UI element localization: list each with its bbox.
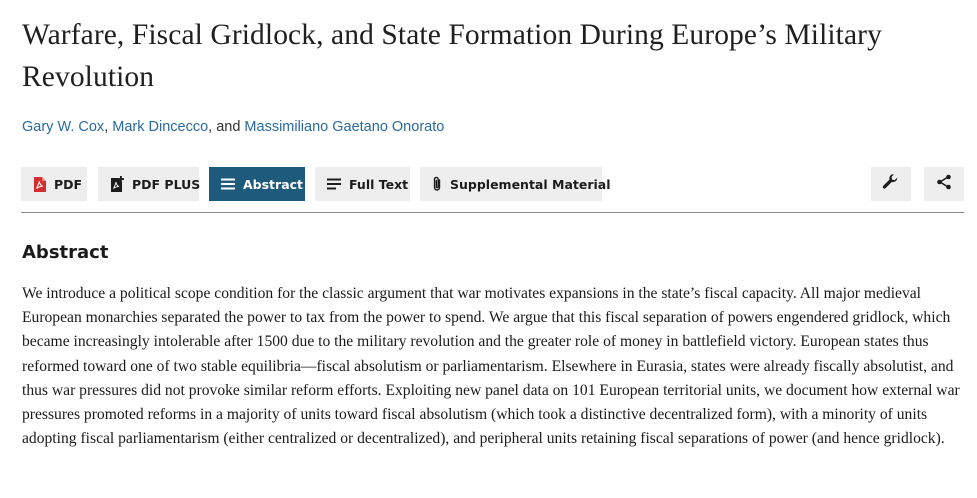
pdf-label: PDF <box>54 176 83 192</box>
list-icon <box>221 176 235 192</box>
author-link[interactable]: Gary W. Cox <box>22 119 105 135</box>
tab-abstract[interactable] <box>209 167 305 201</box>
pdf-icon <box>33 176 46 192</box>
abstract-heading: Abstract <box>22 242 109 263</box>
share-button[interactable] <box>924 167 964 201</box>
tools-button[interactable] <box>871 167 911 201</box>
toolbar-divider <box>21 212 964 213</box>
abstract-text: We introduce a political scope condition for the classic argument that war motivates expansions in the state’s fiscal capacity. All major medieval European monarchies separated the power to tax from the power to spend. We argue that this fiscal separation of powers engendered gridlock, which became increasingly intolerable after 1500 due to the military revolution and the greater role of money in battlefield victory. European states thus reformed toward one of two stable equilibria—fiscal absolutism or parliamentarism. Elsewhere in Eurasia, states were already fiscally absolutist, and thus war pressures did not provoke similar reform efforts. Exploiting new panel data on 101 European territorial units, we document how external war pressures promoted reforms in a majority of units toward fiscal absolutism (which took a distinctive decentralized form), with a minority of units adopting fiscal parliamentarism (either centralized or decentralized), and peripheral units retaining fiscal separations of power (and hence gridlock). <box>22 285 960 448</box>
tab-full-text-label: Full Text <box>349 176 409 192</box>
pdf-plus-label: PDF PLUS <box>132 176 201 192</box>
tab-abstract-label: Abstract <box>243 176 304 192</box>
paperclip-icon <box>432 176 442 192</box>
tab-full-text[interactable] <box>315 167 410 201</box>
wrench-icon <box>882 173 900 196</box>
article-title: Warfare, Fiscal Gridlock, and State Formation During Europe’s Military Revolution <box>22 19 882 93</box>
author-link[interactable]: Mark Dincecco <box>112 119 209 135</box>
pdf-plus-icon <box>110 176 124 192</box>
pdf-button[interactable] <box>21 167 87 201</box>
list-icon <box>327 176 341 192</box>
share-icon <box>936 174 952 195</box>
pdf-plus-button[interactable] <box>98 167 199 201</box>
tab-supplemental-material[interactable] <box>420 167 611 201</box>
author-separator: , <box>104 119 113 135</box>
tab-supplemental-label: Supplemental Material <box>450 176 611 192</box>
author-separator: , and <box>208 119 245 135</box>
author-list <box>22 119 444 135</box>
author-link[interactable]: Massimiliano Gaetano Onorato <box>244 119 445 135</box>
